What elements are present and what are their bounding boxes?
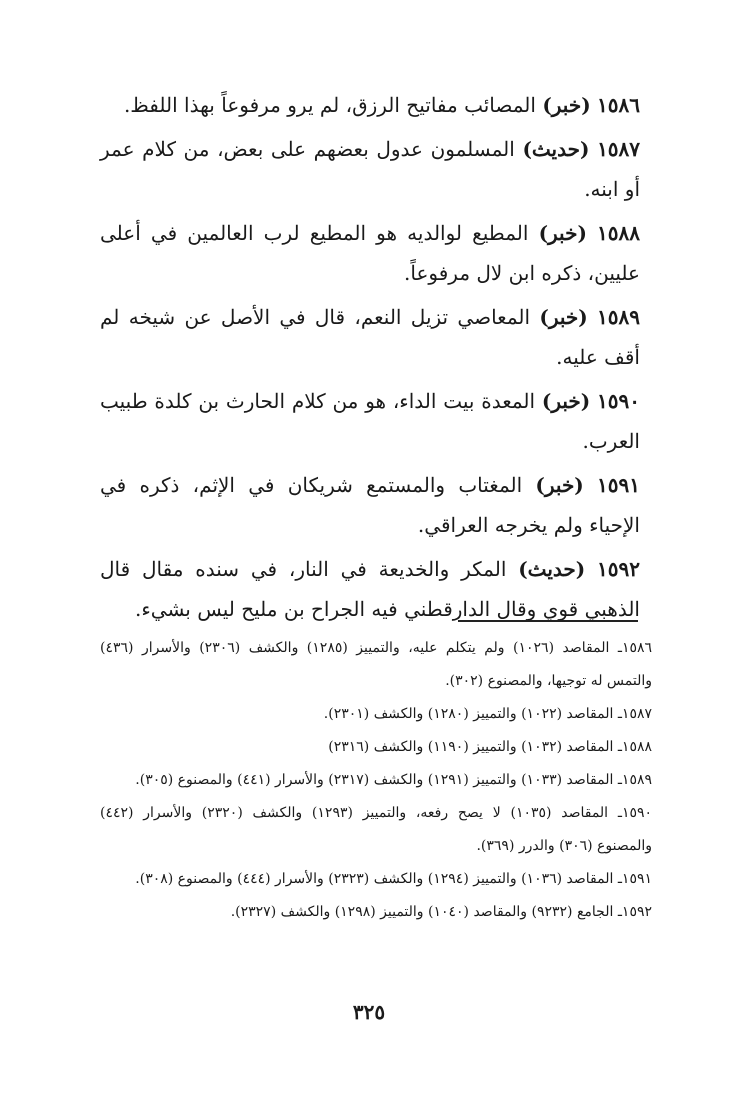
entry-number: ١٥٨٨ <box>597 221 641 245</box>
entry-tag: (خبر) <box>539 305 588 329</box>
entry-number: ١٥٨٧ <box>597 137 641 161</box>
footnote-1590: ١٥٩٠ـ المقاصد (١٠٣٥) لا يصح رفعه، والتمييز (١٢٩٣) والكشف (٢٣٢٠) والأسرار (٤٤٢) والمصنوع (٣٠٦) والدرر (٣٦٩). <box>100 805 653 854</box>
footnote-1586: ١٥٨٦ـ المقاصد (١٠٢٦) ولم يتكلم عليه، والتمييز (١٢٨٥) والكشف (٢٣٠٦) والأسرار (٤٣٦) والتمس له توجيها، والمصنوع (٣٠٢). <box>100 640 653 689</box>
footnote-1587: ١٥٨٧ـ المقاصد (١٠٢٢) والتمييز (١٢٨٠) والكشف (٢٣٠١). <box>323 706 652 722</box>
entry-1586 <box>100 85 640 125</box>
entry-1587 <box>100 129 640 209</box>
entry-text: المعدة بيت الداء، هو من كلام الحارث بن كلدة طبيب العرب. <box>100 389 640 453</box>
entry-text: المكر والخديعة في النار، في سنده مقال قال الذهبي قوي وقال الدارقطني فيه الجراح بن مليح ليس بشيء. <box>100 557 640 621</box>
entry-tag: (حديث) <box>518 557 586 581</box>
entry-text: المعاصي تزيل النعم، قال في الأصل عن شيخه لم أقف عليه. <box>100 305 640 369</box>
entry-text: المغتاب والمستمع شريكان في الإثم، ذكره في الإحياء ولم يخرجه العراقي. <box>100 473 640 537</box>
entry-text: المصائب مفاتيح الرزق، لم يرو مرفوعاً بهذا اللفظ. <box>123 93 536 117</box>
entry-1590 <box>100 381 640 461</box>
entry-1588 <box>100 213 640 293</box>
entry-tag: (خبر) <box>535 473 584 497</box>
entry-1592 <box>100 549 640 629</box>
entry-tag: (خبر) <box>542 93 591 117</box>
footnote-1591: ١٥٩١ـ المقاصد (١٠٣٦) والتمييز (١٢٩٤) والكشف (٢٣٢٣) والأسرار (٤٤٤) والمصنوع (٣٠٨). <box>135 871 652 887</box>
entry-number: ١٥٩٠ <box>597 389 640 413</box>
entry-number: ١٥٩٢ <box>597 557 640 581</box>
footnote-1588: ١٥٨٨ـ المقاصد (١٠٣٢) والتمييز (١١٩٠) والكشف (٢٣١٦) <box>328 739 652 755</box>
entry-number: ١٥٩١ <box>597 473 640 497</box>
entry-text: المطيع لوالديه هو المطيع لرب العالمين في أعلى عليين، ذكره ابن لال مرفوعاً. <box>100 221 640 285</box>
footnote-1589: ١٥٨٩ـ المقاصد (١٠٣٣) والتمييز (١٢٩١) والكشف (٢٣١٧) والأسرار (٤٤١) والمصنوع (٣٠٥). <box>135 772 652 788</box>
entry-text: المسلمون عدول بعضهم على بعض، من كلام عمر أو ابنه. <box>100 137 640 201</box>
entry-1589 <box>100 297 640 377</box>
entry-number: ١٥٨٦ <box>597 93 640 117</box>
entry-1591 <box>100 465 640 545</box>
page-number: ٣٢٥ <box>352 1000 386 1024</box>
entry-tag: (حديث) <box>522 137 590 161</box>
footnotes <box>100 632 652 929</box>
footnote-1592: ١٥٩٢ـ الجامع (٩٢٣٢) والمقاصد (١٠٤٠) والتمييز (١٢٩٨) والكشف (٢٣٢٧). <box>230 904 652 920</box>
main-text <box>100 85 640 633</box>
entry-tag: (خبر) <box>538 221 587 245</box>
footnote-divider <box>458 620 638 622</box>
entry-tag: (خبر) <box>541 389 591 413</box>
entry-number: ١٥٨٩ <box>597 305 641 329</box>
